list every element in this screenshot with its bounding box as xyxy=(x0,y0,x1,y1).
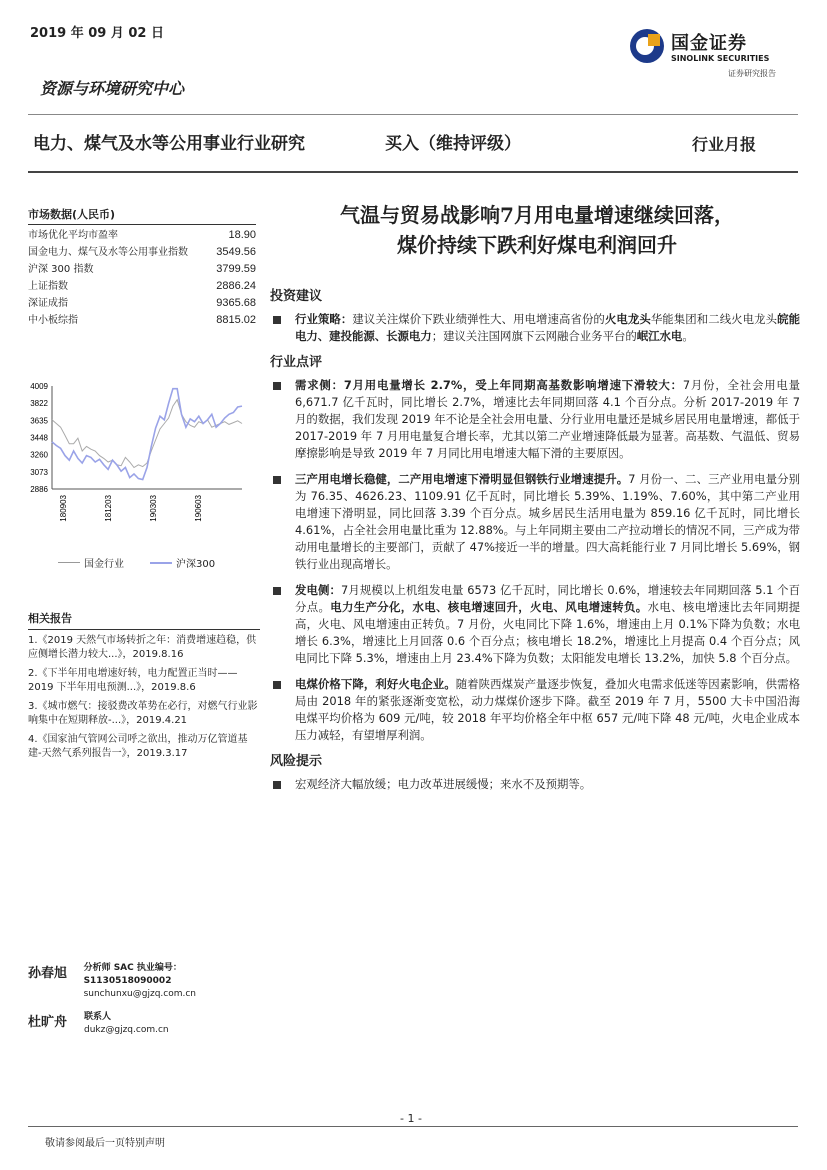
analyst-email[interactable]: sunchunxu@gjzq.com.cn xyxy=(83,989,196,999)
series-line xyxy=(52,400,242,468)
chart-legend xyxy=(58,555,215,570)
related-item[interactable]: 3.《城市燃气：接驳费改革势在必行，对燃气行业影响集中在短期释放-...》，2019.4.21 xyxy=(28,700,258,726)
industry-name: 电力、煤气及水等公用事业行业研究 xyxy=(33,134,305,154)
page-number: - 1 - xyxy=(400,1112,422,1125)
x-tick-label: 180903 xyxy=(59,495,68,522)
divider xyxy=(28,171,798,173)
related-item[interactable]: 4.《国家油气管网公司呼之欲出，推动万亿管道基建-天然气系列报告一》，2019.3.17 xyxy=(28,733,248,759)
bullet-icon xyxy=(273,382,281,390)
y-tick-label: 3635 xyxy=(30,416,48,426)
bullet-icon xyxy=(273,587,281,595)
bullet-icon xyxy=(273,781,281,789)
market-data xyxy=(28,206,256,327)
related-item[interactable]: 1.《2019 天然气市场转折之年：消费增速趋稳，供应侧增长潜力较大...》，2019.8.16 xyxy=(28,634,257,660)
report-title: 气温与贸易战影响7月用电量增速继续回落， 煤价持续下跌利好煤电利润回升 xyxy=(340,203,734,257)
legend-item: 沪深300 xyxy=(150,555,215,570)
sinolink-logo-icon xyxy=(628,26,666,66)
analyst xyxy=(28,962,268,1001)
related-heading: 相关报告 xyxy=(28,612,260,630)
market-row: 中小板综指 8815.02 xyxy=(28,314,256,326)
legend-line-icon xyxy=(58,562,80,563)
y-tick-label: 4009 xyxy=(30,382,48,391)
series-line xyxy=(52,389,242,480)
divider xyxy=(28,114,798,115)
market-row: 沪深 300 指数 3799.59 xyxy=(28,263,256,275)
section-heading: 风险提示 xyxy=(270,754,323,769)
analyst-name: 杜旷舟 xyxy=(28,1015,68,1030)
report-date: 2019 年 09 月 02 日 xyxy=(30,26,164,41)
section-heading: 投资建议 xyxy=(270,289,323,304)
related-item[interactable]: 2.《下半年用电增速好转，电力配置正当时——2019 下半年用电预测...》，2019.8.6 xyxy=(28,667,238,693)
list-item: 需求侧：7月用电量增长 2.7%，受上年同期高基数影响增速下滑较大：7月份，全社会用电量 6,671.7 亿千瓦时，同比增长 2.7%，增速比去年同期回落 4.1 个百分点。分析 2017-2019 年 7 月的数据，我们发现 2019 年不论是全社会用电量、分行业用电量还是城乡居民用电量增速，都低于 2017-2019 年 7 月用电量复合增长率，尤其以第二产业增速降低最为显著。高基数、气温低、贸易摩擦影响是导致 2019 年 7 月同比用电增速大幅下滑的主要原因。 xyxy=(270,377,800,462)
y-tick-label: 2886 xyxy=(30,485,48,494)
list-item: 三产用电增长稳健，二产用电增速下滑明显但钢铁行业增速提升。7 月份一、二、三产业用电量分别为 76.35、4626.23、1109.91 亿千瓦时，同比增长 5.39%、1.19%、7.60%，其中第二产业用电增速下滑明显，同比回落 3.39 个百分点。城乡居民生活用电量为 859.16 亿千瓦时，同比增长 4.61%，占全社会用电量比重为 12.88%。与上年同期主要由二产拉动增长的情况不同，三产成为带动用电量增长的主要部门，贡献了 47%接近一半的增量。四大高耗能行业 7 月同比增长 5.69%，钢铁行业出现高增长。 xyxy=(270,471,800,573)
x-tick-label: 190303 xyxy=(149,495,158,522)
analyst xyxy=(28,1011,268,1037)
company-logo xyxy=(628,26,798,82)
analyst-name: 孙春旭 xyxy=(28,966,68,981)
report-body xyxy=(270,288,800,802)
market-row: 市场优化平均市盈率 18.90 xyxy=(28,229,256,241)
legend-line-icon xyxy=(150,562,172,564)
research-center: 资源与环境研究中心 xyxy=(40,79,185,98)
market-row: 上证指数 2886.24 xyxy=(28,280,256,292)
divider xyxy=(28,1126,798,1127)
logo-en: SINOLINK SECURITIES xyxy=(671,54,770,63)
logo-tag: 证券研究报告 xyxy=(728,69,776,78)
market-heading: 市场数据(人民币) xyxy=(28,206,256,225)
market-row: 深证成指 9365.68 xyxy=(28,297,256,309)
analysts xyxy=(28,962,268,1047)
x-tick-label: 181203 xyxy=(104,495,113,522)
market-row: 国金电力、煤气及水等公用事业指数 3549.56 xyxy=(28,246,256,258)
bullet-icon xyxy=(273,316,281,324)
y-tick-label: 3448 xyxy=(30,433,48,443)
list-item: 宏观经济大幅放缓；电力改革进展缓慢；来水不及预期等。 xyxy=(270,776,800,793)
analyst-email[interactable]: dukz@gjzq.com.cn xyxy=(84,1025,169,1035)
analyst-role: 联系人 xyxy=(84,1012,112,1022)
related-reports xyxy=(28,612,260,766)
y-tick-label: 3073 xyxy=(30,467,48,477)
y-tick-label: 3260 xyxy=(30,450,48,460)
disclaimer-note: 敬请参阅最后一页特别声明 xyxy=(45,1138,165,1149)
bullet-icon xyxy=(273,476,281,484)
chart-svg xyxy=(22,378,252,548)
legend-item: 国金行业 xyxy=(58,555,124,570)
list-item: 发电侧：7月规模以上机组发电量 6573 亿千瓦时，同比增长 0.6%，增速较去年同期回落 5.1 个百分点。电力生产分化，水电、核电增速回升，火电、风电增速转负。水电、核电增速比去年同期提高，火电、风电增速由正转负。7 月份，火电同比下降 1.6%，增速由上月 0.1%下降为负数；水电增长 6.3%，增速比上月回落 0.6 个百分点；核电增长 18.2%，增速比上月提高 0.4 个百分点；风电同比下降 5.3%，增速由上月 23.4%下降为负数；太阳能发电增长 13.2%，加快 5.8 个百分点。 xyxy=(270,582,800,667)
x-tick-label: 190603 xyxy=(194,495,203,522)
logo-cn: 国金证券 xyxy=(671,33,747,54)
report-type: 行业月报 xyxy=(692,135,757,154)
rating: 买入（维持评级） xyxy=(385,134,521,154)
list-item: 电煤价格下降，利好火电企业。随着陕西煤炭产量逐步恢复，叠加火电需求低迷等因素影响，供需格局由 2018 年的紧张逐渐变宽松，动力煤煤价逐步下降。截至 2019 年 7 月，5500 大卡中国沿海电煤平均价格为 609 元/吨，较 2018 年平均价格全年中枢 657 元/吨下降 48 元/吨，火电企业成本压力减轻，有望增厚利润。 xyxy=(270,676,800,744)
analyst-role: 分析师 SAC 执业编号：S1130518090002 xyxy=(83,963,182,986)
section-heading: 行业点评 xyxy=(270,355,323,370)
list-item: 行业策略：建议关注煤价下跌业绩弹性大、用电增速高省份的火电龙头华能集团和二线火电龙头皖能电力、建投能源、长源电力；建议关注国网旗下云网融合业务平台的岷江水电。 xyxy=(270,311,800,345)
y-tick-label: 3822 xyxy=(30,399,48,409)
bullet-icon xyxy=(273,681,281,689)
